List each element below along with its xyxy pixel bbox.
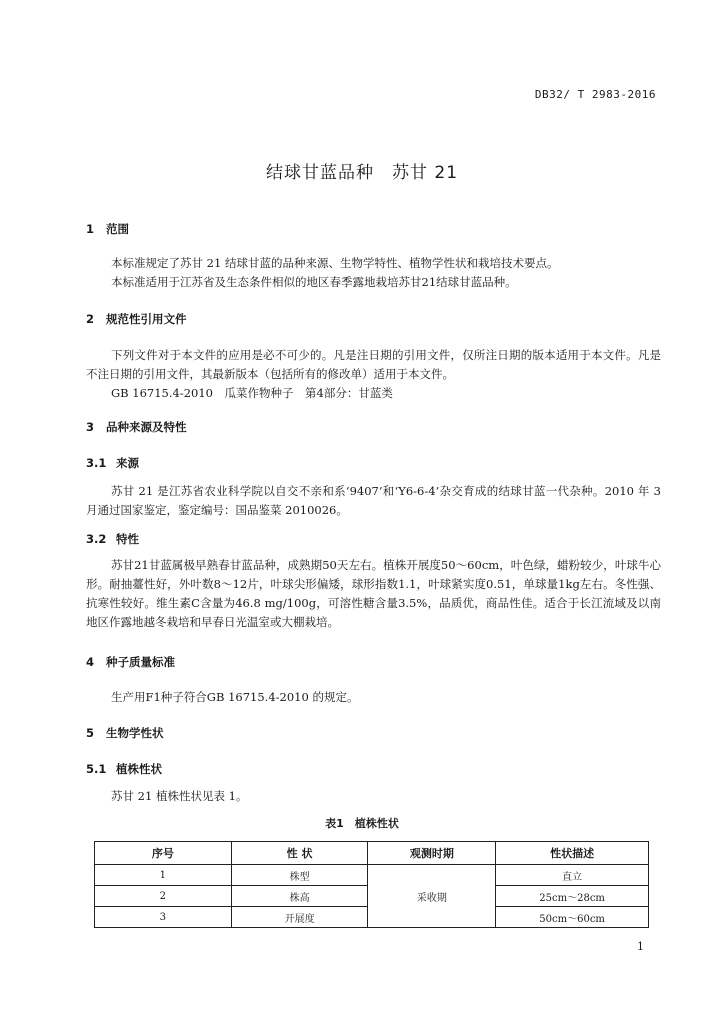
section-3-heading [86, 419, 187, 435]
section-title: 来源 [116, 456, 139, 470]
section-title: 特性 [116, 532, 139, 546]
cell-no: 3 [95, 907, 232, 928]
section-4-paragraph: 生产用F1种子符合GB 16715.4-2010 的规定。 [111, 690, 359, 704]
page-number: 1 [637, 940, 644, 953]
section-2-paragraph-1: 下列文件对于本文件的应用是必不可少的。凡是注日期的引用文件，仅所注日期的版本适用于本文件。凡是不注日期的引用文件，其最新版本（包括所有的修改单）适用于本文件。 [86, 348, 661, 381]
cell-no: 1 [95, 865, 232, 886]
section-4-heading [86, 654, 175, 670]
column-header-no: 序号 [95, 842, 232, 865]
section-title: 品种来源及特性 [106, 420, 187, 434]
table-caption: 表1 植株性状 [325, 817, 399, 830]
section-number: 1 [86, 222, 95, 236]
cell-no: 2 [95, 886, 232, 907]
section-1-paragraph-1: 本标准规定了苏甘 21 结球甘蓝的品种来源、生物学特性、植物学性状和栽培技术要点。 [111, 256, 559, 270]
section-title: 规范性引用文件 [106, 312, 187, 326]
section-3-2-paragraph: 苏甘21甘蓝属极早熟春甘蓝品种，成熟期50天左右。植株开展度50～60cm，叶色绿，蜡粉较少，叶球牛心形。耐抽薹性好，外叶数8～12片，叶球尖形偏矮，球形指数1.1，叶球紧实度0.51，单球量1kg左右。冬性强、抗寒性较好。维生素C含量为46.8 mg/100g，可溶性糖含量3.5%，品质优，商品性佳。适合于长江流域及以南地区作露地越冬栽培和早春日光温室或大棚栽培。 [86, 558, 661, 629]
cell-trait: 株型 [231, 865, 368, 886]
section-number: 3 [86, 420, 95, 434]
cell-description: 50cm～60cm [496, 907, 649, 928]
column-header-trait: 性 状 [231, 842, 368, 865]
section-3-2-heading [86, 531, 139, 547]
document-title: 结球甘蓝品种 苏甘 21 [265, 163, 459, 183]
section-3-1-heading [86, 455, 139, 471]
section-2-heading [86, 311, 187, 327]
section-number: 4 [86, 655, 95, 669]
section-title: 范围 [106, 222, 129, 236]
section-number: 3.2 [86, 532, 107, 546]
section-title: 种子质量标准 [106, 655, 175, 669]
table-header-row [95, 842, 649, 865]
section-number: 3.1 [86, 456, 107, 470]
section-5-1-paragraph: 苏甘 21 植株性状见表 1。 [111, 789, 248, 803]
cell-trait: 株高 [231, 886, 368, 907]
column-header-period: 观测时期 [368, 842, 496, 865]
cell-period: 采收期 [368, 865, 496, 928]
section-1-paragraph-2: 本标准适用于江苏省及生态条件相似的地区春季露地栽培苏甘21结球甘蓝品种。 [111, 275, 517, 289]
section-title: 植株性状 [116, 762, 162, 776]
section-number: 5.1 [86, 762, 107, 776]
section-1-heading [86, 221, 129, 237]
section-number: 2 [86, 312, 95, 326]
section-title: 生物学性状 [106, 726, 164, 740]
section-5-heading [86, 725, 164, 741]
section-2-reference: GB 16715.4-2010 瓜菜作物种子 第4部分：甘蓝类 [111, 386, 393, 400]
section-number: 5 [86, 726, 95, 740]
section-3-1-paragraph: 苏甘 21 是江苏省农业科学院以自交不亲和系‘9407’和‘Y6-6-4’杂交育成的结球甘蓝一代杂种。2010 年 3 月通过国家鉴定，鉴定编号：国品鉴菜 2010026。 [86, 484, 661, 517]
cell-description: 直立 [496, 865, 649, 886]
standard-code: DB32/ T 2983-2016 [534, 88, 656, 101]
section-5-1-heading [86, 761, 162, 777]
column-header-description: 性状描述 [496, 842, 649, 865]
table-row [95, 865, 649, 886]
cell-description: 25cm～28cm [496, 886, 649, 907]
plant-traits-table [94, 841, 649, 928]
cell-trait: 开展度 [231, 907, 368, 928]
